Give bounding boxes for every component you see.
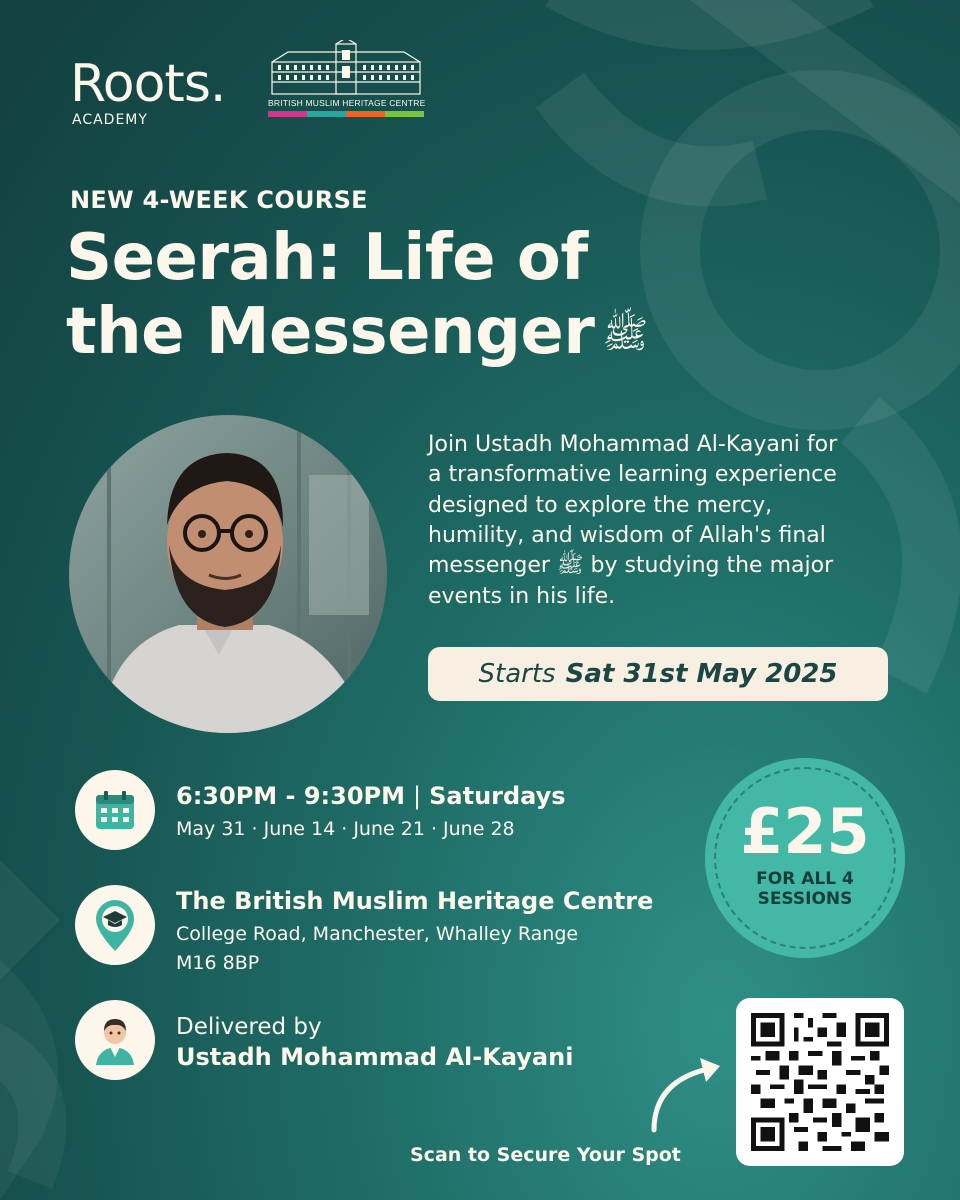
roots-logo-wordmark: Roots.	[70, 54, 226, 114]
course-title	[66, 222, 648, 369]
schedule-time-range: 6:30PM - 9:30PM	[176, 782, 406, 810]
price-note-line2: SESSIONS	[757, 889, 853, 909]
course-title-line2-text: the Messenger	[66, 294, 595, 369]
price-note-line1: FOR ALL 4	[756, 868, 854, 889]
bmhc-logo	[268, 40, 424, 117]
schedule-day: Saturdays	[429, 782, 566, 810]
start-date-prefix: Starts	[478, 659, 556, 689]
course-title-line1: Seerah: Life of	[66, 221, 588, 295]
curved-arrow-icon	[640, 1052, 730, 1142]
schedule-time	[176, 782, 566, 810]
roots-logo-subtitle: ACADEMY	[72, 112, 148, 128]
bmhc-color-bars	[268, 111, 424, 117]
schedule-separator: |	[413, 782, 422, 810]
qr-scan-label: Scan to Secure Your Spot	[410, 1144, 681, 1166]
course-description	[428, 430, 888, 612]
description-line: designed to explore the mercy,	[428, 492, 773, 518]
description-line: events in his life.	[428, 583, 616, 609]
calendar-icon	[75, 770, 155, 850]
start-date-value: Sat 31st May 2025	[565, 659, 838, 689]
instructor-label: Delivered by	[176, 1014, 322, 1040]
graduation-cap-location-icon	[75, 885, 155, 965]
venue-address-line1: College Road, Manchester, Whalley Range	[176, 923, 579, 945]
instructor-name: Ustadh Mohammad Al-Kayani	[176, 1043, 574, 1071]
price-badge	[705, 758, 905, 958]
start-date-banner	[428, 647, 888, 701]
schedule-dates: May 31 · June 14 · June 21 · June 28	[176, 818, 515, 840]
instructor-photo	[69, 415, 387, 733]
salawat-glyph: ﷺ	[602, 312, 649, 357]
heritage-building-icon	[268, 40, 424, 96]
description-line: humility, and wisdom of Allah's final	[428, 523, 826, 549]
course-eyebrow: NEW 4-WEEK COURSE	[70, 186, 368, 214]
price-amount: £25	[740, 794, 870, 868]
venue-name: The British Muslim Heritage Centre	[176, 887, 654, 915]
description-line: messenger ﷺ by studying the major	[428, 553, 834, 579]
qr-code-card[interactable]	[736, 998, 904, 1166]
qr-code-icon[interactable]	[751, 1013, 889, 1151]
description-line: a transformative learning experience	[428, 462, 837, 488]
teacher-icon	[75, 1000, 155, 1080]
bmhc-logo-name: BRITISH MUSLIM HERITAGE CENTRE	[268, 98, 426, 108]
course-title-line2	[66, 296, 648, 370]
description-line: Join Ustadh Mohammad Al-Kayani for	[428, 432, 838, 457]
price-badge-ring	[714, 767, 896, 949]
venue-address-line2: M16 8BP	[176, 952, 260, 974]
roots-academy-logo	[70, 54, 226, 128]
